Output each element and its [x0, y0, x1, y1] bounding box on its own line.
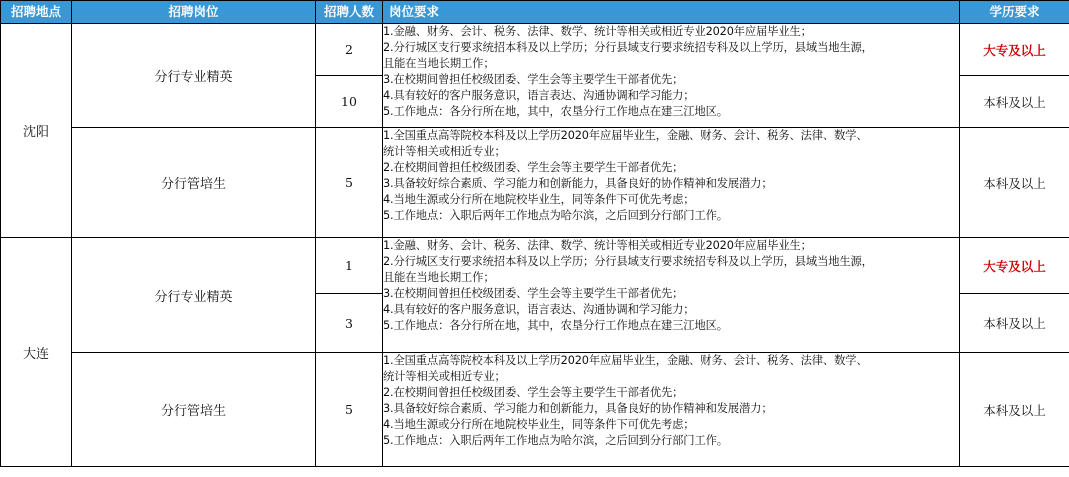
count-cell: 3 [316, 294, 383, 353]
requirement-line: 4.当地生源或分行所在地院校毕业生，同等条件下可优先考虑； [383, 193, 695, 206]
position-cell: 分行专业精英 [72, 24, 316, 128]
requirements-cell [383, 353, 960, 467]
education-cell: 本科及以上 [960, 353, 1069, 467]
requirements-cell [383, 128, 960, 238]
education-cell: 本科及以上 [960, 76, 1069, 128]
position-cell: 分行专业精英 [72, 238, 316, 353]
requirement-line: 2.在校期间曾担任校级团委、学生会等主要学生干部者优先； [383, 161, 684, 174]
requirement-line: 4.具有较好的客户服务意识，语言表达、沟通协调和学习能力； [383, 89, 695, 102]
requirement-line: 3.在校期间曾担任校级团委、学生会等主要学生干部者优先； [383, 73, 684, 86]
requirement-line: 统计等相关或相近专业； [383, 145, 506, 158]
header-requirements: 岗位要求 [383, 1, 960, 24]
count-cell: 2 [316, 24, 383, 76]
requirement-line: 3.具备较好综合素质、学习能力和创新能力，具备良好的协作精神和发展潜力； [383, 402, 773, 415]
position-cell: 分行管培生 [72, 353, 316, 467]
requirement-line: 3.具备较好综合素质、学习能力和创新能力，具备良好的协作精神和发展潜力； [383, 177, 773, 190]
education-cell: 本科及以上 [960, 294, 1069, 353]
education-cell: 本科及以上 [960, 128, 1069, 238]
requirement-line: 5.工作地点：入职后两年工作地点为哈尔滨，之后回到分行部门工作。 [383, 434, 728, 447]
requirement-line: 4.当地生源或分行所在地院校毕业生，同等条件下可优先考虑； [383, 418, 695, 431]
header-position: 招聘岗位 [72, 1, 316, 24]
count-cell: 10 [316, 76, 383, 128]
count-cell: 1 [316, 238, 383, 294]
requirement-line: 3.在校期间曾担任校级团委、学生会等主要学生干部者优先； [383, 287, 684, 300]
table-row [1, 128, 1069, 238]
header-count: 招聘人数 [316, 1, 383, 24]
requirement-line: 且能在当地长期工作； [383, 57, 495, 70]
requirement-line: 1.金融、财务、会计、税务、法律、数学、统计等相关或相近专业2020年应届毕业生； [383, 239, 812, 252]
requirement-line: 5.工作地点：各分行所在地，其中，农垦分行工作地点在建三江地区。 [383, 319, 728, 332]
header-location: 招聘地点 [1, 1, 72, 24]
table-row [1, 353, 1069, 467]
requirement-line: 1.全国重点高等院校本科及以上学历2020年应届毕业生，金融、财务、会计、税务、法律、数学、 [383, 129, 868, 142]
header-education: 学历要求 [960, 1, 1069, 24]
location-cell: 大连 [1, 238, 72, 467]
requirement-line: 1.金融、财务、会计、税务、法律、数学、统计等相关或相近专业2020年应届毕业生； [383, 25, 812, 38]
requirement-line: 且能在当地长期工作； [383, 271, 495, 284]
education-badge: 大专及以上 [960, 238, 1069, 294]
requirement-line: 统计等相关或相近专业； [383, 370, 506, 383]
count-cell: 5 [316, 353, 383, 467]
header-row [1, 1, 1069, 24]
position-cell: 分行管培生 [72, 128, 316, 238]
requirement-line: 2.分行城区支行要求统招本科及以上学历；分行县域支行要求统招专科及以上学历，县域当地生源， [383, 41, 873, 54]
requirement-line: 4.具有较好的客户服务意识，语言表达、沟通协调和学习能力； [383, 303, 695, 316]
requirement-line: 5.工作地点：入职后两年工作地点为哈尔滨，之后回到分行部门工作。 [383, 209, 728, 222]
table-row [1, 238, 1069, 294]
requirement-line: 2.在校期间曾担任校级团委、学生会等主要学生干部者优先； [383, 386, 684, 399]
education-badge: 大专及以上 [960, 24, 1069, 76]
requirements-cell [383, 238, 960, 353]
requirement-line: 5.工作地点：各分行所在地，其中，农垦分行工作地点在建三江地区。 [383, 105, 728, 118]
table-row [1, 24, 1069, 76]
requirements-cell [383, 24, 960, 128]
requirement-line: 2.分行城区支行要求统招本科及以上学历；分行县域支行要求统招专科及以上学历，县域当地生源， [383, 255, 873, 268]
requirement-line: 1.全国重点高等院校本科及以上学历2020年应届毕业生，金融、财务、会计、税务、法律、数学、 [383, 354, 868, 367]
count-cell: 5 [316, 128, 383, 238]
location-cell: 沈阳 [1, 24, 72, 238]
